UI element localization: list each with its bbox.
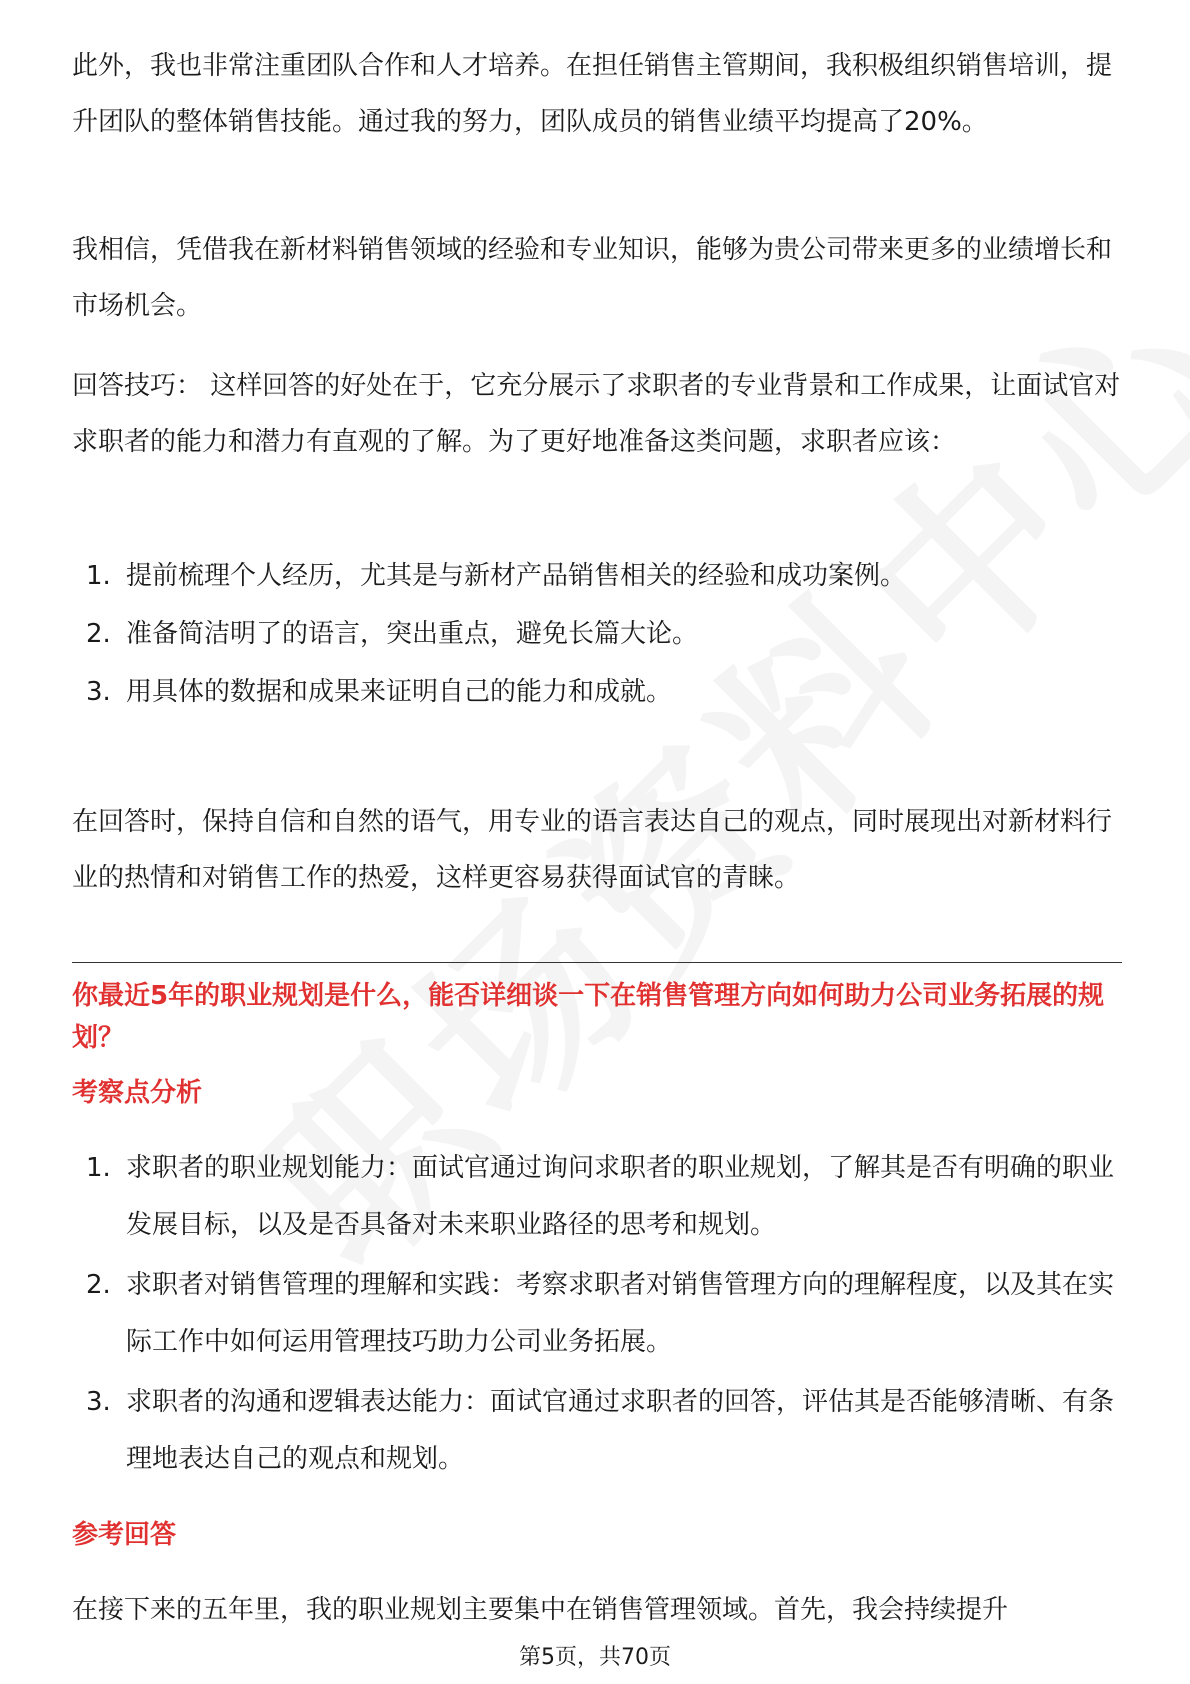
- list-item-text: 准备简洁明了的语言，突出重点，避免长篇大论。: [126, 619, 699, 649]
- paragraph-answer-start: 在接下来的五年里，我的职业规划主要集中在销售管理领域。首先，我会持续提升: [72, 1595, 1009, 1625]
- list-item-text: 求职者的职业规划能力：面试官通过询问求职者的职业规划，了解其是否有明确的职业发展目标，以及是否具备对未来职业路径的思考和规划。: [126, 1153, 1115, 1240]
- section-heading-answer: 参考回答: [72, 1520, 177, 1550]
- list-item: [72, 547, 1122, 605]
- paragraph-closing-advice: 在回答时，保持自信和自然的语气，用专业的语言表达自己的观点，同时展现出对新材料行业的热情和对销售工作的热爱，这样更容易获得面试官的青睐。: [72, 807, 1113, 893]
- list-number: 2.: [86, 1270, 111, 1300]
- list-number: 3.: [86, 1387, 111, 1417]
- page-footer: 第5页，共70页: [519, 1645, 671, 1670]
- list-item-text: 提前梳理个人经历，尤其是与新材产品销售相关的经验和成功案例。: [126, 561, 907, 591]
- list-number: 3.: [86, 677, 111, 707]
- analysis-list: [72, 1140, 1122, 1491]
- list-item: [72, 663, 1122, 721]
- tips-list: [72, 547, 1122, 721]
- list-number: 1.: [86, 1153, 111, 1183]
- list-item-text: 用具体的数据和成果来证明自己的能力和成就。: [126, 677, 673, 707]
- list-number: 2.: [86, 619, 111, 649]
- list-item: [72, 1257, 1122, 1371]
- question-heading: 你最近5年的职业规划是什么，能否详细谈一下在销售管理方向如何助力公司业务拓展的规划？: [72, 981, 1105, 1053]
- list-item: [72, 1140, 1122, 1254]
- list-item: [72, 1374, 1122, 1488]
- paragraph-belief: 我相信，凭借我在新材料销售领域的经验和专业知识，能够为贵公司带来更多的业绩增长和市场机会。: [72, 235, 1113, 321]
- list-number: 1.: [86, 561, 111, 591]
- paragraph-teamwork: 此外，我也非常注重团队合作和人才培养。在担任销售主管期间，我积极组织销售培训，提升团队的整体销售技能。通过我的努力，团队成员的销售业绩平均提高了20%。: [72, 51, 1113, 137]
- list-item: [72, 605, 1122, 663]
- section-heading-analysis: 考察点分析: [72, 1078, 203, 1108]
- section-divider: [72, 962, 1122, 963]
- paragraph-answer-tips: 回答技巧： 这样回答的好处在于，它充分展示了求职者的专业背景和工作成果，让面试官对求职者的能力和潜力有直观的了解。为了更好地准备这类问题，求职者应该：: [72, 371, 1121, 457]
- list-item-text: 求职者的沟通和逻辑表达能力：面试官通过求职者的回答，评估其是否能够清晰、有条理地表达自己的观点和规划。: [126, 1387, 1115, 1474]
- list-item-text: 求职者对销售管理的理解和实践：考察求职者对销售管理方向的理解程度，以及其在实际工作中如何运用管理技巧助力公司业务拓展。: [126, 1270, 1115, 1357]
